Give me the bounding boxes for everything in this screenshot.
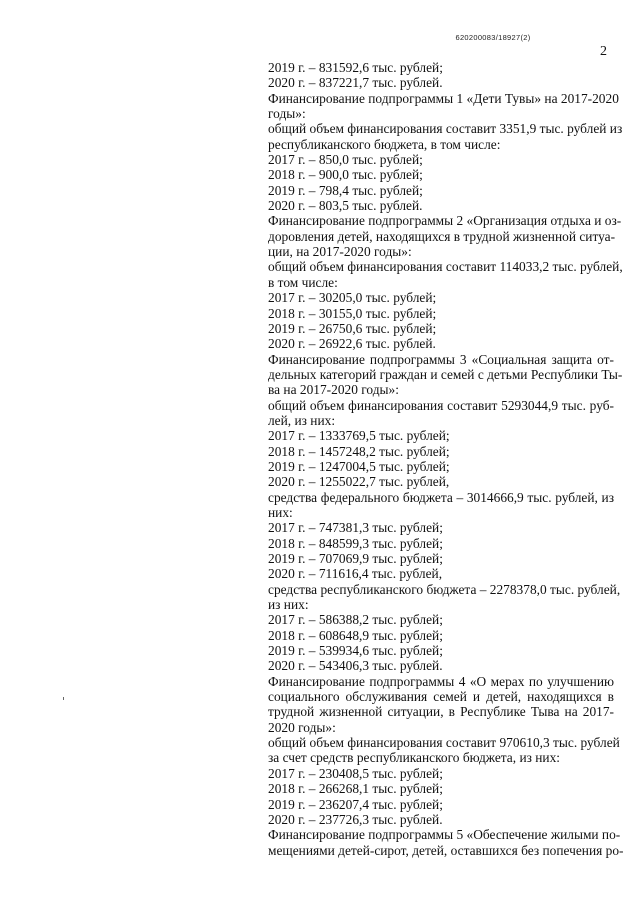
text-line: трудной жизненной ситуации, в Республике Тыва на 2017- [268, 704, 614, 720]
text-line: 2019 г. – 26750,6 тыс. рублей; [268, 320, 437, 336]
text-line: 2018 г. – 30155,0 тыс. рублей; [268, 305, 437, 321]
text-line: Финансирование подпрограммы 1 «Дети Тувы» на 2017-2020 [268, 90, 619, 106]
text-line: них: [268, 504, 293, 520]
text-line: общий объем финансирования составит 5293044,9 тыс. руб- [268, 397, 614, 413]
scan-artifact [63, 697, 64, 700]
text-line: в том числе: [268, 274, 338, 290]
text-line: 2017 г. – 1333769,5 тыс. рублей; [268, 428, 450, 444]
text-line: общий объем финансирования составит 3351,9 тыс. рублей из [268, 121, 623, 137]
text-line: 2020 г. – 543406,3 тыс. рублей. [268, 658, 443, 674]
text-line: 2018 г. – 266268,1 тыс. рублей; [268, 781, 443, 797]
text-line: доровления детей, находящихся в трудной жизненной ситуа- [268, 228, 616, 244]
text-line: за счет средств республиканского бюджета, из них: [268, 750, 560, 766]
text-line: Финансирование подпрограммы 4 «О мерах по улучшению [268, 673, 614, 689]
document-body [268, 60, 624, 858]
document-id: 620200083/18927(2) [455, 33, 531, 42]
text-line: 2017 г. – 850,0 тыс. рублей; [268, 152, 423, 168]
text-line: 2019 г. – 798,4 тыс. рублей; [268, 182, 423, 198]
text-line: 2018 г. – 1457248,2 тыс. рублей; [268, 443, 450, 459]
text-line: 2019 г. – 831592,6 тыс. рублей; [268, 60, 443, 75]
text-line: 2019 г. – 707069,9 тыс. рублей; [268, 551, 443, 566]
text-line: 2019 г. – 1247004,5 тыс. рублей; [268, 458, 450, 474]
text-line: 2019 г. – 236207,4 тыс. рублей; [268, 796, 443, 812]
text-line: общий объем финансирования составит 114033,2 тыс. рублей, [268, 259, 623, 275]
text-line: ции, на 2017-2020 годы»: [268, 244, 412, 260]
text-line: общий объем финансирования составит 970610,3 тыс. рублей [268, 735, 620, 751]
text-line: 2018 г. – 848599,3 тыс. рублей; [268, 535, 443, 551]
text-line: 2020 г. – 711616,4 тыс. рублей, [268, 566, 443, 582]
text-line: Финансирование подпрограммы 3 «Социальная защита от- [268, 351, 614, 367]
text-line: 2018 г. – 900,0 тыс. рублей; [268, 167, 423, 183]
text-line: средства федерального бюджета – 3014666,9 тыс. рублей, из [268, 489, 614, 505]
text-line: 2019 г. – 539934,6 тыс. рублей; [268, 643, 443, 659]
text-line: социального обслуживания семей и детей, находящихся в [268, 689, 614, 705]
text-line: 2020 г. – 837221,7 тыс. рублей. [268, 75, 443, 91]
text-line: 2020 годы»: [268, 719, 336, 735]
page-number: 2 [600, 44, 607, 59]
text-line: дельных категорий граждан и семей с детьми Республики Ты- [268, 366, 623, 382]
text-line: 2017 г. – 30205,0 тыс. рублей; [268, 290, 437, 306]
text-line: из них: [268, 597, 309, 613]
text-line: 2017 г. – 747381,3 тыс. рублей; [268, 520, 443, 536]
text-line: Финансирование подпрограммы 5 «Обеспечение жилыми по- [268, 827, 621, 843]
text-line: средства республиканского бюджета – 2278378,0 тыс. рублей, [268, 581, 621, 597]
text-line: Финансирование подпрограммы 2 «Организация отдыха и оз- [268, 213, 622, 229]
text-line: 2020 г. – 26922,6 тыс. рублей. [268, 336, 436, 352]
text-line: 2017 г. – 586388,2 тыс. рублей; [268, 612, 443, 628]
text-line: 2020 г. – 1255022,7 тыс. рублей, [268, 474, 450, 490]
text-line: 2017 г. – 230408,5 тыс. рублей; [268, 765, 443, 781]
text-line: лей, из них: [268, 412, 336, 428]
text-line: республиканского бюджета, в том числе: [268, 136, 501, 152]
text-line: ва на 2017-2020 годы»: [268, 382, 399, 398]
text-line: годы»: [268, 106, 306, 122]
text-line: мещениями детей-сирот, детей, оставшихся без попечения ро- [268, 842, 624, 858]
text-line: 2018 г. – 608648,9 тыс. рублей; [268, 627, 443, 643]
text-line: 2020 г. – 237726,3 тыс. рублей. [268, 811, 443, 827]
text-line: 2020 г. – 803,5 тыс. рублей. [268, 198, 423, 214]
